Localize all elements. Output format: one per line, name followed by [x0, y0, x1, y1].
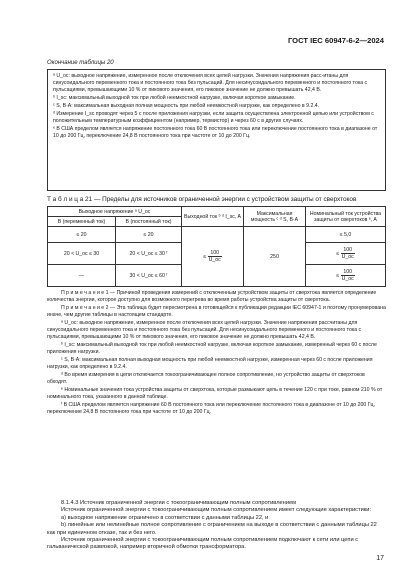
table20-footnotes — [47, 69, 386, 191]
table21 — [47, 206, 386, 287]
note: ᵇ I_sc: максимальный выходной ток при любой неемкостной нагрузке, включая короткое замыкание, измеренный через 60 с после приложения нагрузки. — [47, 342, 377, 355]
power-header: Максимальная мощность ᶜ ᵈ S, В·А — [244, 207, 306, 227]
footnote: ᶜ S, В·А: максимальная выходная полная мощность при любой неемкостной нагрузке, как определено в 9.2.4. — [53, 103, 320, 109]
note: П р и м е ч а н и е 2 — Эта таблица будет пересмотрена в готовящейся к публикации редакции IEC 60947-1 и поэтому пронумерована иначе, чем другие таблицы в настоящем стандарте. — [47, 305, 386, 318]
footnote: ᵃ U_oc: выходное напряжение, измеренное после отключения всех цепей нагрузки. Значения напряжения расс-итаны для синусоидального переменного тока и постоянного тока без пульсаций. Для несинусоидального переменного и постоянного тока с пульсациями, превышающими 10 % от пикового значения, его пиковое значение не должно превышать 42,4 В. — [53, 73, 368, 93]
body-text — [47, 500, 386, 552]
note: ᵉ Номинальные значения тока устройства защиты от сверхтока, которые размыкают цепь в течение 120 с при токе, равном 210 % от номинального тока, указанного в данной таблице. — [47, 387, 383, 400]
note: ᶠ В США пределом является напряжение 60 В постоянного тока или переключение постоянного тока в диапазоне от 10 до 200 Гц, переключение 24,8 В постоянного тока при частоте от 10 до 200 Гц. — [47, 402, 375, 415]
current-cell: ≤ $\frac{100}{U\_oc}$ — [182, 227, 244, 287]
current-header: Выходной ток ᵇ ᵈ I_sc, A — [182, 207, 244, 227]
page-number: 17 — [376, 555, 384, 562]
note: ᵈ Во время измерения в цепи отключается токоограничивающее полное сопротивление, но устройство защиты от сверхтоков обходят. — [47, 372, 365, 385]
note: ᵃ U_oc: выходное напряжение, измеренное после отключения всех цепей нагрузки. Значение напряжения рассчитаны для синусоидального переменного тока и постоянного тока без пульсаций. Для несинусоидального переменного и постоянного тока с пульсациями, превышающими 10 % от пикового значения, его пиковое значение не должно превышать 42,4 В. — [47, 320, 362, 340]
ac-header: В (переменный ток) — [48, 217, 116, 227]
footnote: ᵇ I_sc: максимальный выходной ток при любой неемкостной нагрузке, включая короткое замыкание. — [53, 95, 296, 101]
paragraph: а) выходное напряжение ограничено в соответствии с данными таблицы 22, и — [61, 514, 269, 521]
ac-cell: 20 < U_oc ≤ 30 — [48, 243, 116, 265]
current-fraction: $\frac{100}{U\_oc}$ — [208, 250, 221, 263]
dc-cell: ≤ 20 — [116, 227, 182, 243]
footnote: ᵉ В США пределом является напряжение постоянного тока 60 В постоянного тока или переключение постоянного тока в диапазоне от 10 до 200 Гц, переключение 24,8 В постоянного тока при частоте от 10 до 200 Гц. — [53, 126, 378, 139]
dc-header: В (постоянный ток) — [116, 217, 182, 227]
rating-cell: ≤ $\frac{100}{U\_oc}$ — [306, 265, 386, 287]
dc-cell: 20 < U_oc ≤ 30 ᶠ — [116, 243, 182, 265]
paragraph: Источник ограниченной энергии с токоограничивающим полным сопротивлением имеет следующие характеристики: — [61, 507, 372, 514]
rating-cell: ≤ 5,0 — [306, 227, 386, 243]
table-continuation-label: Окончание таблицы 20 — [47, 60, 114, 66]
dc-cell: 30 < U_oc ≤ 60 ᶠ — [116, 265, 182, 287]
voltage-group-header: Выходное напряжение ᵃ U_oc — [48, 207, 182, 217]
rating-cell: ≤ $\frac{100}{U\_oc}$ — [306, 243, 386, 265]
ac-cell: ≤ 20 — [48, 227, 116, 243]
paragraph: Источник ограниченной энергии с токоограничивающим полным сопротивлением подключают к сети или цепи с гальванической развязкой, например вторичной обмотки трансформатора. — [47, 537, 359, 551]
section-heading: 8.1.4.3 Источник ограниченной энергии с токоограничивающим полным сопротивлением — [61, 500, 297, 506]
footnote: ᵈ Измерение I_sc проводят через 5 с после приложения нагрузки, если защита осуществлена электронной цепью или устройством с положительным температурным коэффициентом (например, термистор) и через 60 с в других случаях. — [53, 111, 374, 124]
paragraph: b) линейные или нелинейные полное сопротивление с ограничением на выходе в соответствии с данными таблицы 22 как при единичном отказе, так и без него. — [47, 522, 377, 536]
ac-cell: — — [48, 265, 116, 287]
table21-notes — [47, 290, 386, 417]
note: П р и м е ч а н и е 1 — Причиной проведения измерений с отключенным устройством защиты от сверхтока является определение количества энергии, которое доступно для возможного перегрева во время работы устройства защиты от сверхтока. — [47, 290, 377, 303]
standard-code: ГОСТ IEC 60947-6-2—2024 — [287, 36, 384, 45]
power-cell: 250 — [244, 227, 306, 287]
table21-title: Т а б л и ц а 21 — Пределы для источников ограниченной энергии с устройством защиты от сверхтоков — [47, 196, 357, 203]
rating-header: Номинальный ток устройства защиты от сверхтоков ᵉ, A — [306, 207, 386, 227]
note: ᶜ S, В·А: максимальная полная выходная мощность при любой неемкостной нагрузке, измеренная через 60 с после приложения нагрузки, как определено в 9.2.4. — [47, 357, 373, 370]
